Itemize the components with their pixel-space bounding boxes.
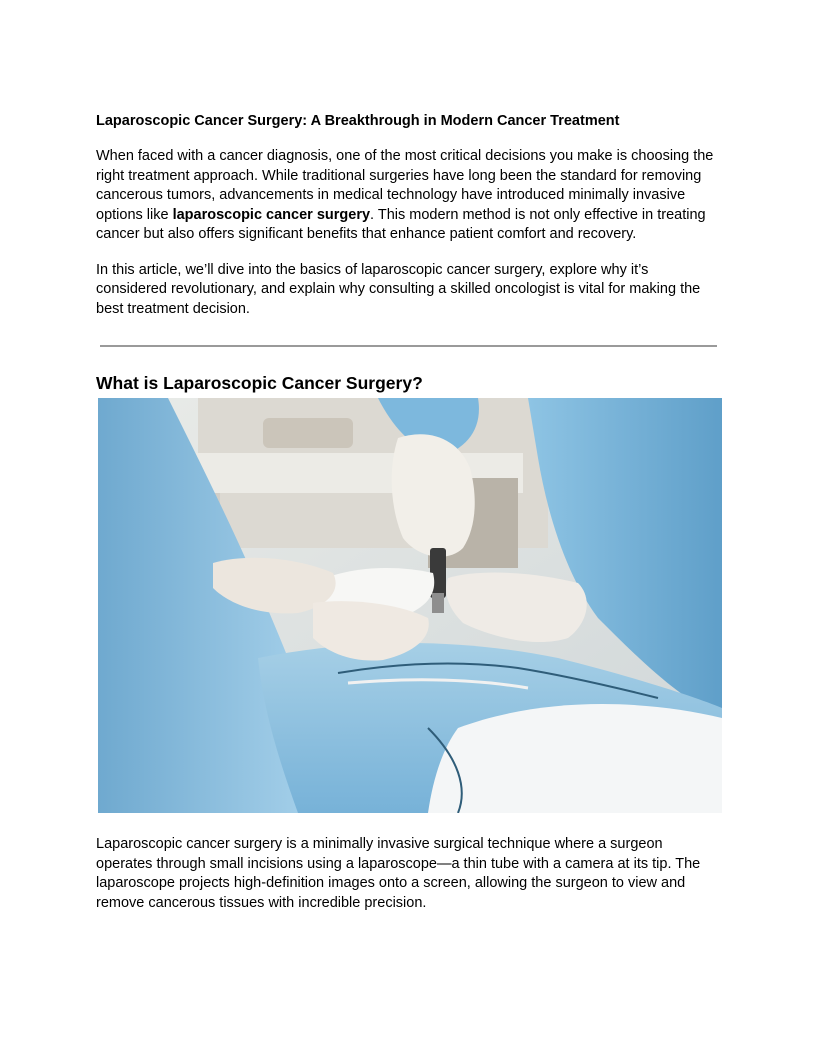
intro-bold-term: laparoscopic cancer surgery bbox=[172, 206, 371, 223]
horizontal-divider bbox=[100, 345, 717, 347]
intro-text-start: When faced with a cancer diagnosis, one of the most critical decisions you make is choosing the right treatment approach. While traditional surgeries have long been the standard for removing cancerous tumors, advancements in medical technology have introduced minimally invasive options like bbox=[96, 148, 714, 223]
surgery-photo bbox=[98, 398, 722, 813]
document-body bbox=[96, 112, 722, 335]
intro-text-end: . This modern method is not only effective in treating cancer but also offers significant benefits that enhance patient comfort and recovery. bbox=[96, 206, 706, 242]
section-heading: What is Laparoscopic Cancer Surgery? bbox=[96, 373, 423, 393]
intro-paragraph bbox=[96, 147, 722, 245]
overview-paragraph: In this article, we’ll dive into the basics of laparoscopic cancer surgery, explore why it’s considered revolutionary, and explain why consulting a skilled oncologist is vital for making the best treatment decision. bbox=[96, 261, 701, 317]
section-paragraph: Laparoscopic cancer surgery is a minimally invasive surgical technique where a surgeon operates through small incisions using a laparoscope—a thin tube with a camera at its tip. The laparoscope projects high-definition images onto a screen, allowing the surgeon to view and remove cancerous tissues with incredible precision. bbox=[96, 836, 701, 911]
document-title: Laparoscopic Cancer Surgery: A Breakthrough in Modern Cancer Treatment bbox=[96, 113, 620, 129]
